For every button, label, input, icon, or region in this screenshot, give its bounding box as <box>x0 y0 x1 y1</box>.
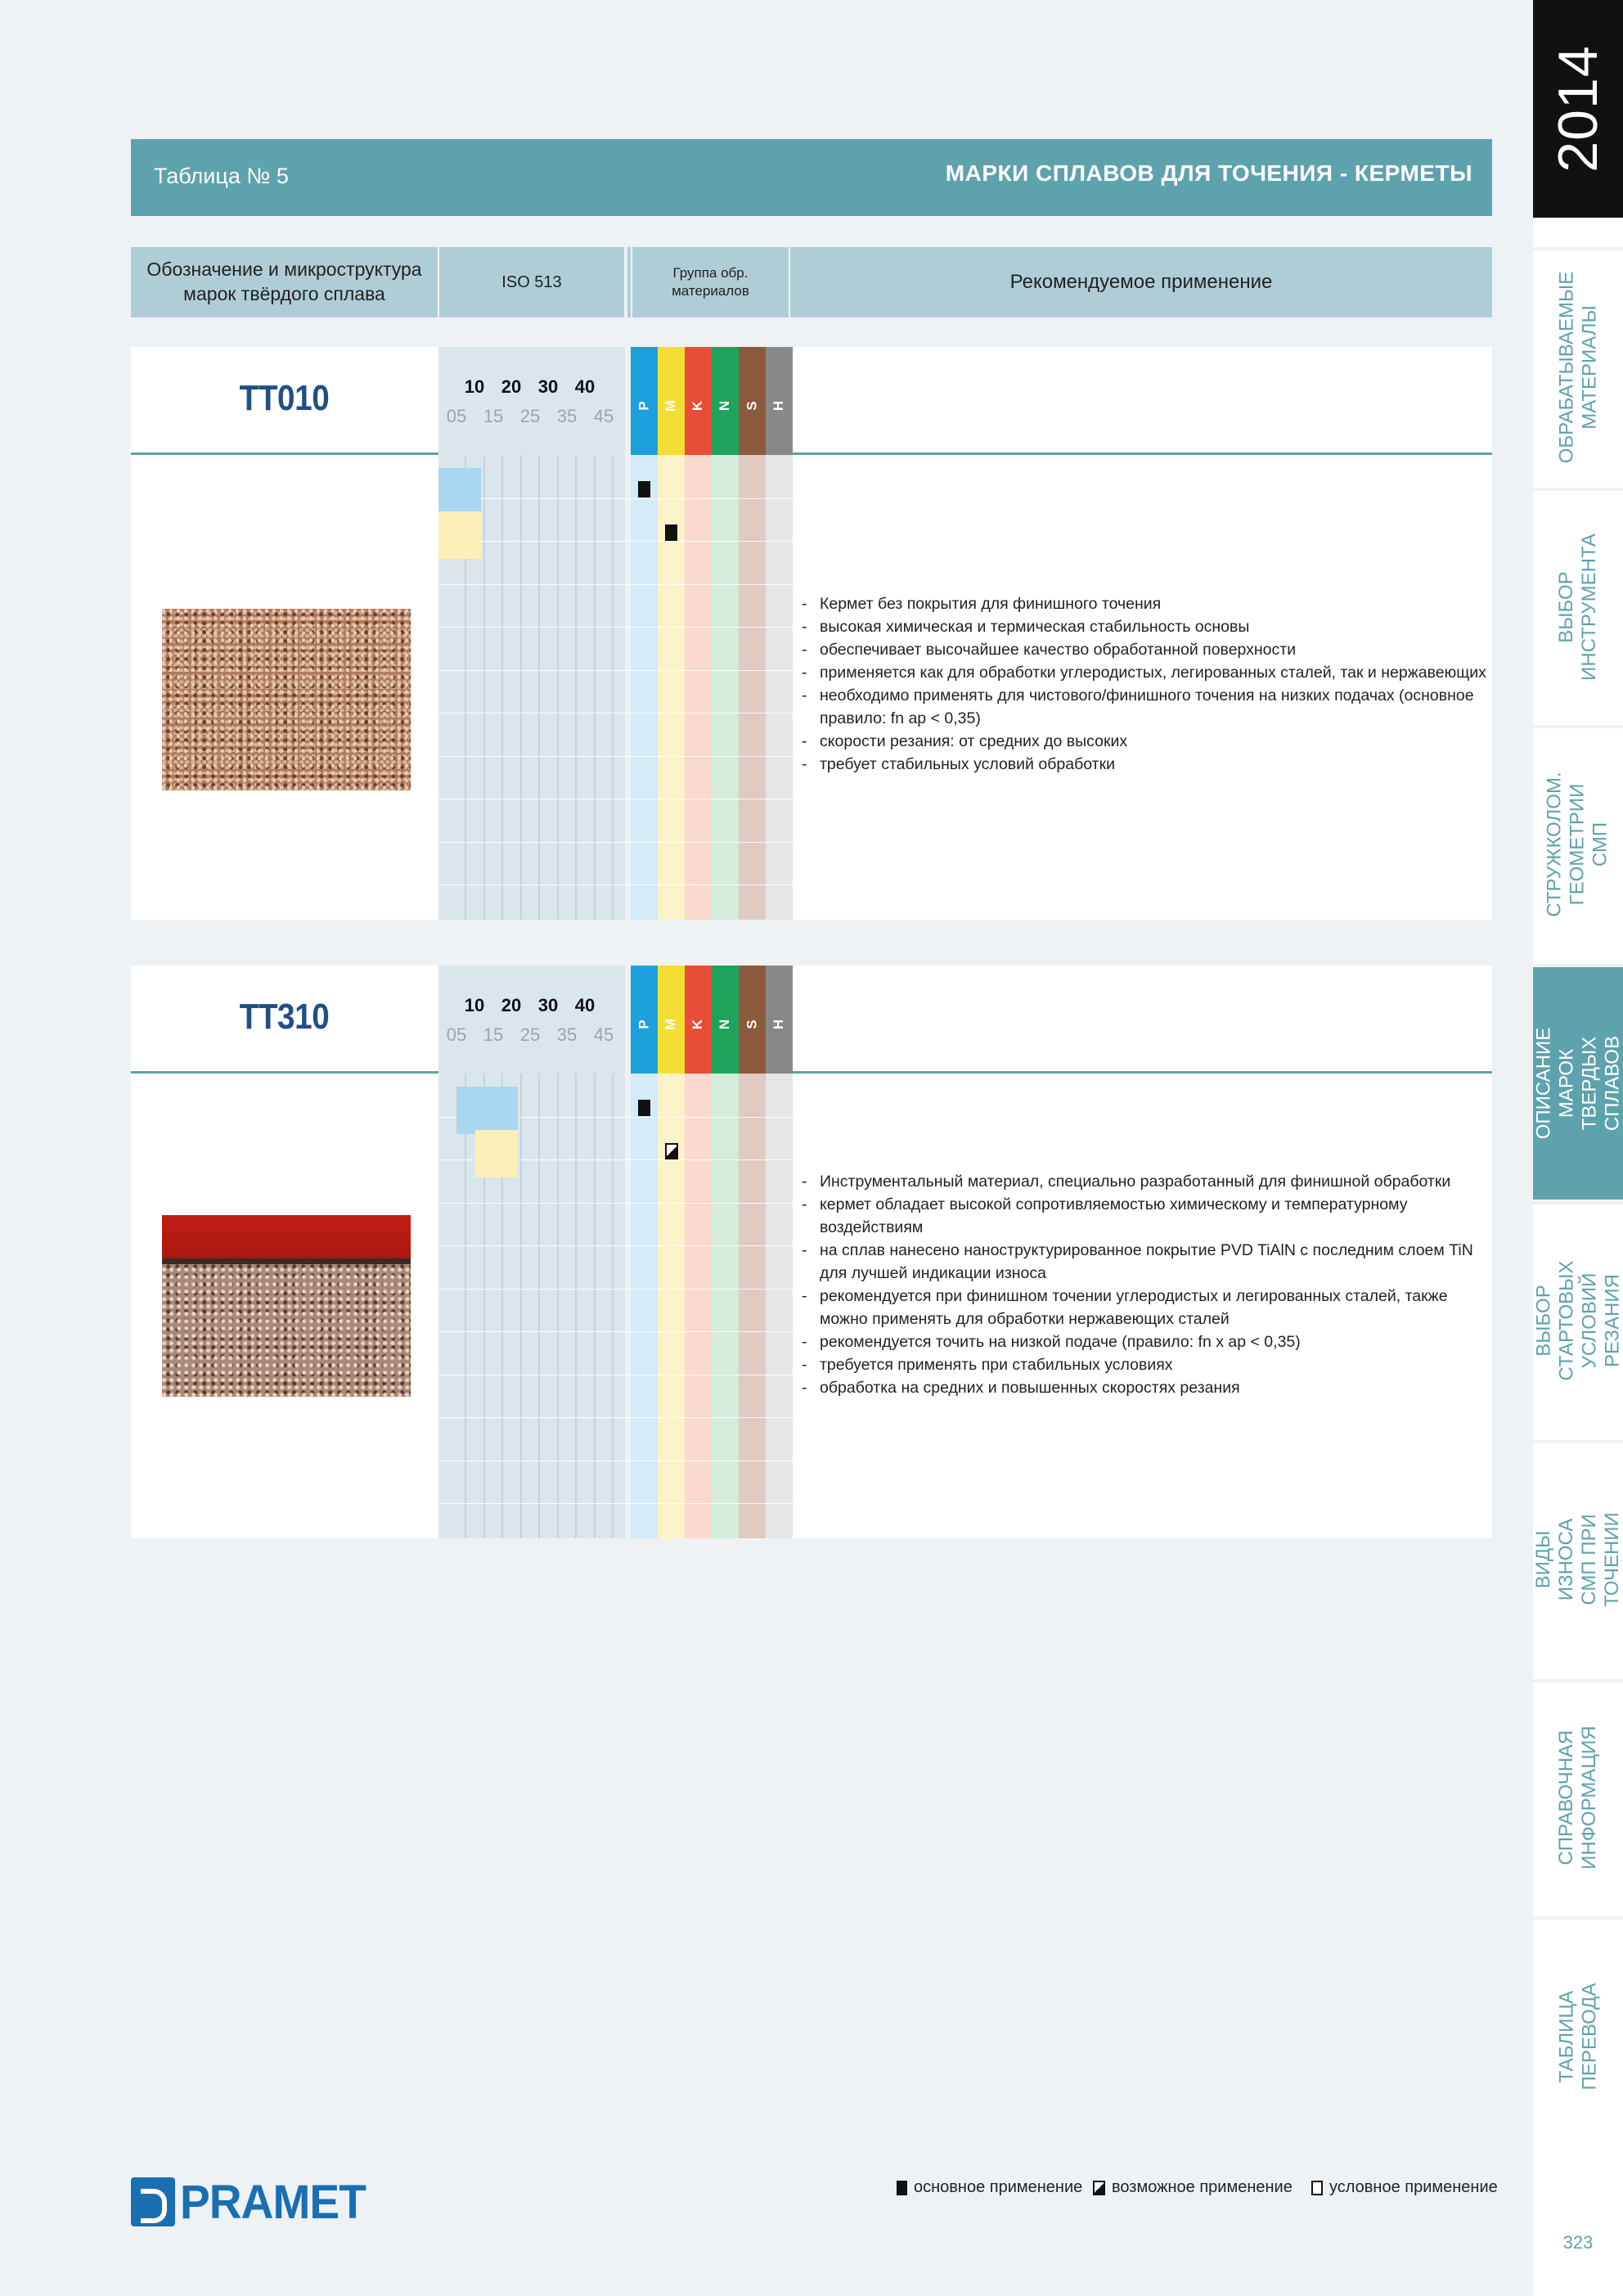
material-header-n <box>712 966 739 1074</box>
material-letter: P <box>636 1020 652 1029</box>
sidebar-tab[interactable] <box>1533 1201 1623 1437</box>
iso-tick-label: 05 <box>446 1024 467 1045</box>
iso-range-bar-m <box>438 511 481 559</box>
grade-name: TT310 <box>239 997 330 1037</box>
iso-tick-label: 35 <box>556 406 578 426</box>
description-item: - обработка на средних и повышенных скоростях резания <box>802 1376 1489 1399</box>
grid-row-line <box>438 1289 793 1290</box>
material-column-n <box>712 455 739 920</box>
iso-tick-label: 10 <box>464 995 485 1015</box>
iso-scale-area <box>438 347 625 920</box>
iso-gridline <box>612 1074 614 1538</box>
main-application-mark <box>638 1100 650 1116</box>
table-title: МАРКИ СПЛАВОВ ДЛЯ ТОЧЕНИЯ - КЕРМЕТЫ <box>945 160 1472 186</box>
material-header-k <box>685 347 712 455</box>
header-iso: ISO 513 <box>439 247 624 317</box>
grid-row-line <box>438 1503 793 1504</box>
conditional-application-icon <box>1311 2181 1323 2195</box>
description-item: - скорости резания: от средних до высоких <box>802 730 1489 753</box>
pramet-wordmark: PRAMET <box>180 2175 366 2229</box>
material-header-m <box>658 347 685 455</box>
iso-tick-label: 30 <box>537 995 559 1015</box>
description-item: - кермет обладает высокой сопротивляемостью химическому и температурному воздействиям <box>802 1193 1489 1239</box>
grade-panel-tt310 <box>131 966 1492 1538</box>
iso-tick-label: 15 <box>483 406 504 426</box>
material-letter: N <box>717 1019 733 1030</box>
iso-range-bar-m <box>475 1130 518 1177</box>
iso-gridline <box>575 1074 577 1538</box>
iso-tick-label: 30 <box>537 376 559 397</box>
material-letter: K <box>690 1019 706 1030</box>
iso-gridline <box>575 455 577 920</box>
grid-row-line <box>438 1417 793 1418</box>
iso-tick-label: 20 <box>501 995 522 1015</box>
material-letter: P <box>636 401 652 411</box>
year: 2014 <box>1547 45 1609 173</box>
description-item: - необходимо применять для чистового/финишного точения на низких подачах (основное правило: fn ap < 0,35) <box>802 684 1489 730</box>
iso-tick-label: 20 <box>501 376 522 397</box>
pramet-logo-mark-icon <box>131 2177 175 2226</box>
iso-tick-label: 10 <box>464 376 485 397</box>
iso-scale-area <box>438 966 625 1538</box>
material-letter: M <box>663 1018 679 1031</box>
material-column-p <box>631 1074 658 1538</box>
material-header-s <box>739 347 766 455</box>
description-item: - Инструментальный материал, специально разработанный для финишной обработки <box>802 1170 1489 1193</box>
legend-possible-label: возможное применение <box>1112 2178 1293 2196</box>
header-group: Группа обр. материалов <box>632 247 789 317</box>
sidebar-tab[interactable] <box>1533 964 1623 1200</box>
microstructure-photo <box>162 1215 411 1397</box>
main-application-mark <box>638 481 650 497</box>
sidebar-tab-label: ОБРАБАТЫВАЕМЫЕ МАТЕРИАЛЫ <box>1555 271 1600 464</box>
material-letter: K <box>690 400 706 412</box>
material-header-p <box>631 966 658 1074</box>
grade-name: TT010 <box>239 378 330 418</box>
grid-row-line <box>438 842 793 843</box>
sidebar-tab[interactable] <box>1533 1679 1623 1913</box>
material-letter: M <box>663 399 679 412</box>
iso-gridline <box>501 455 503 920</box>
header-designation: Обозначение и микроструктура марок твёрдого сплава <box>131 247 438 317</box>
iso-gridline <box>465 1074 466 1538</box>
sidebar-tab-label: ВЫБОР ИНСТРУМЕНТА <box>1555 533 1600 681</box>
description-item: - применяется как для обработки углеродистых, легированных сталей, так и нержавеющих <box>802 661 1489 684</box>
material-column-s <box>739 1074 766 1538</box>
material-column-s <box>739 455 766 920</box>
iso-separator <box>625 347 631 920</box>
material-letter: N <box>717 400 733 412</box>
sidebar-tab[interactable] <box>1533 1916 1623 2154</box>
iso-gridline <box>538 455 540 920</box>
grid-row-line <box>438 1245 793 1246</box>
material-header-h <box>766 966 793 1074</box>
iso-gridline <box>520 1074 522 1538</box>
iso-gridline <box>557 455 559 920</box>
description-item: - на сплав нанесено наноструктурированное покрытие PVD TiAlN с последним слоем TiN для лучшей индикации износа <box>802 1239 1489 1285</box>
sidebar-tab-label: СТРУЖКОЛОМ. ГЕОМЕТРИИ СМП <box>1544 772 1612 917</box>
sidebar-tab-label: ВИДЫ ИЗНОСА СМП ПРИ ТОЧЕНИИ <box>1532 1512 1623 1607</box>
iso-gridline <box>538 1074 540 1538</box>
page-number: 323 <box>1562 2232 1594 2253</box>
grid-row-line <box>438 1331 793 1332</box>
header-spacer <box>627 247 631 317</box>
pramet-logo <box>131 2177 375 2227</box>
year-badge <box>1533 0 1623 218</box>
sidebar-tab[interactable] <box>1533 488 1623 723</box>
legend-conditional <box>1311 2178 1498 2197</box>
grid-row-line <box>438 627 793 628</box>
iso-tick-label: 40 <box>574 376 596 397</box>
material-column-k <box>685 455 712 920</box>
iso-range-bar-p <box>438 468 481 515</box>
material-letter: S <box>744 401 760 411</box>
material-column-h <box>766 1074 793 1538</box>
application-description <box>802 1170 1489 1399</box>
sidebar-tab-label: ОПИСАНИЕ МАРОК ТВЕРДЫХ СПЛАВОВ <box>1532 1027 1623 1140</box>
sidebar-tab-label: ТАБЛИЦА ПЕРЕВОДА <box>1555 1983 1600 2091</box>
table-number: Таблица № 5 <box>154 164 289 188</box>
description-item: - требуется применять при стабильных условиях <box>802 1353 1489 1376</box>
grade-panel-tt010 <box>131 347 1492 920</box>
iso-gridline <box>483 455 485 920</box>
material-header-n <box>712 347 739 455</box>
application-description <box>802 592 1489 776</box>
description-item: - рекомендуется при финишном точении углеродистых и легированных сталей, также можно применять для обработки нержавеющих сталей <box>802 1285 1489 1330</box>
iso-tick-label: 25 <box>519 406 541 426</box>
sidebar-tab[interactable] <box>1533 247 1623 484</box>
grid-row-line <box>438 713 793 714</box>
iso-tick-label: 45 <box>593 406 614 426</box>
material-column-h <box>766 455 793 920</box>
iso-tick-label: 15 <box>483 1024 504 1045</box>
legend-conditional-label: условное применение <box>1329 2178 1498 2196</box>
iso-tick-label: 05 <box>446 406 467 426</box>
material-column-k <box>685 1074 712 1538</box>
material-letter: H <box>771 1019 787 1030</box>
iso-separator <box>625 966 631 1538</box>
header-application: Рекомендуемое применение <box>790 247 1492 317</box>
iso-tick-label: 40 <box>574 995 596 1015</box>
material-header-m <box>658 966 685 1074</box>
iso-gridline <box>594 1074 596 1538</box>
material-column-n <box>712 1074 739 1538</box>
material-header-p <box>631 347 658 455</box>
legend-main-label: основное применение <box>914 2178 1083 2196</box>
grid-row-line <box>438 584 793 585</box>
description-item: - требует стабильных условий обработки <box>802 753 1489 776</box>
iso-tick-label: 45 <box>593 1024 614 1045</box>
iso-tick-label: 35 <box>556 1024 578 1045</box>
material-letter: H <box>771 400 787 412</box>
sidebar-tab-label: СПРАВОЧНАЯ ИНФОРМАЦИЯ <box>1555 1726 1600 1870</box>
sidebar-tab[interactable] <box>1533 725 1623 961</box>
iso-tick-label: 25 <box>519 1024 541 1045</box>
iso-gridline <box>557 1074 559 1538</box>
description-item: - обеспечивает высочайшее качество обработанной поверхности <box>802 638 1489 661</box>
grid-row-line <box>438 498 793 499</box>
sidebar-tab-label: ВЫБОР СТАРТОВЫХ УСЛОВИЙ РЕЗАНИЯ <box>1532 1260 1623 1381</box>
possible-application-mark <box>665 1143 678 1159</box>
description-item: - Кермет без покрытия для финишного точения <box>802 592 1489 615</box>
material-letter: S <box>744 1020 760 1029</box>
main-application-icon <box>897 2181 907 2195</box>
material-header-s <box>739 966 766 1074</box>
material-header-k <box>685 966 712 1074</box>
material-header-h <box>766 347 793 455</box>
grid-row-line <box>438 541 793 542</box>
legend-main <box>897 2178 1082 2197</box>
grid-row-line <box>438 756 793 757</box>
microstructure-photo <box>162 609 411 790</box>
description-item: - высокая химическая и термическая стабильность основы <box>802 615 1489 638</box>
iso-gridline <box>612 455 614 920</box>
material-column-p <box>631 455 658 920</box>
possible-application-icon <box>1093 2181 1105 2195</box>
sidebar-tab[interactable] <box>1533 1440 1623 1676</box>
grid-row-line <box>438 1203 793 1204</box>
table-title-bar <box>131 139 1492 216</box>
grid-row-line <box>438 670 793 671</box>
description-item: - рекомендуется точить на низкой подаче (правило: fn x ap < 0,35) <box>802 1330 1489 1353</box>
iso-gridline <box>594 455 596 920</box>
main-application-mark <box>665 524 677 541</box>
legend-possible <box>1093 2178 1293 2197</box>
iso-range-bar-p <box>456 1087 518 1134</box>
iso-gridline <box>520 455 522 920</box>
